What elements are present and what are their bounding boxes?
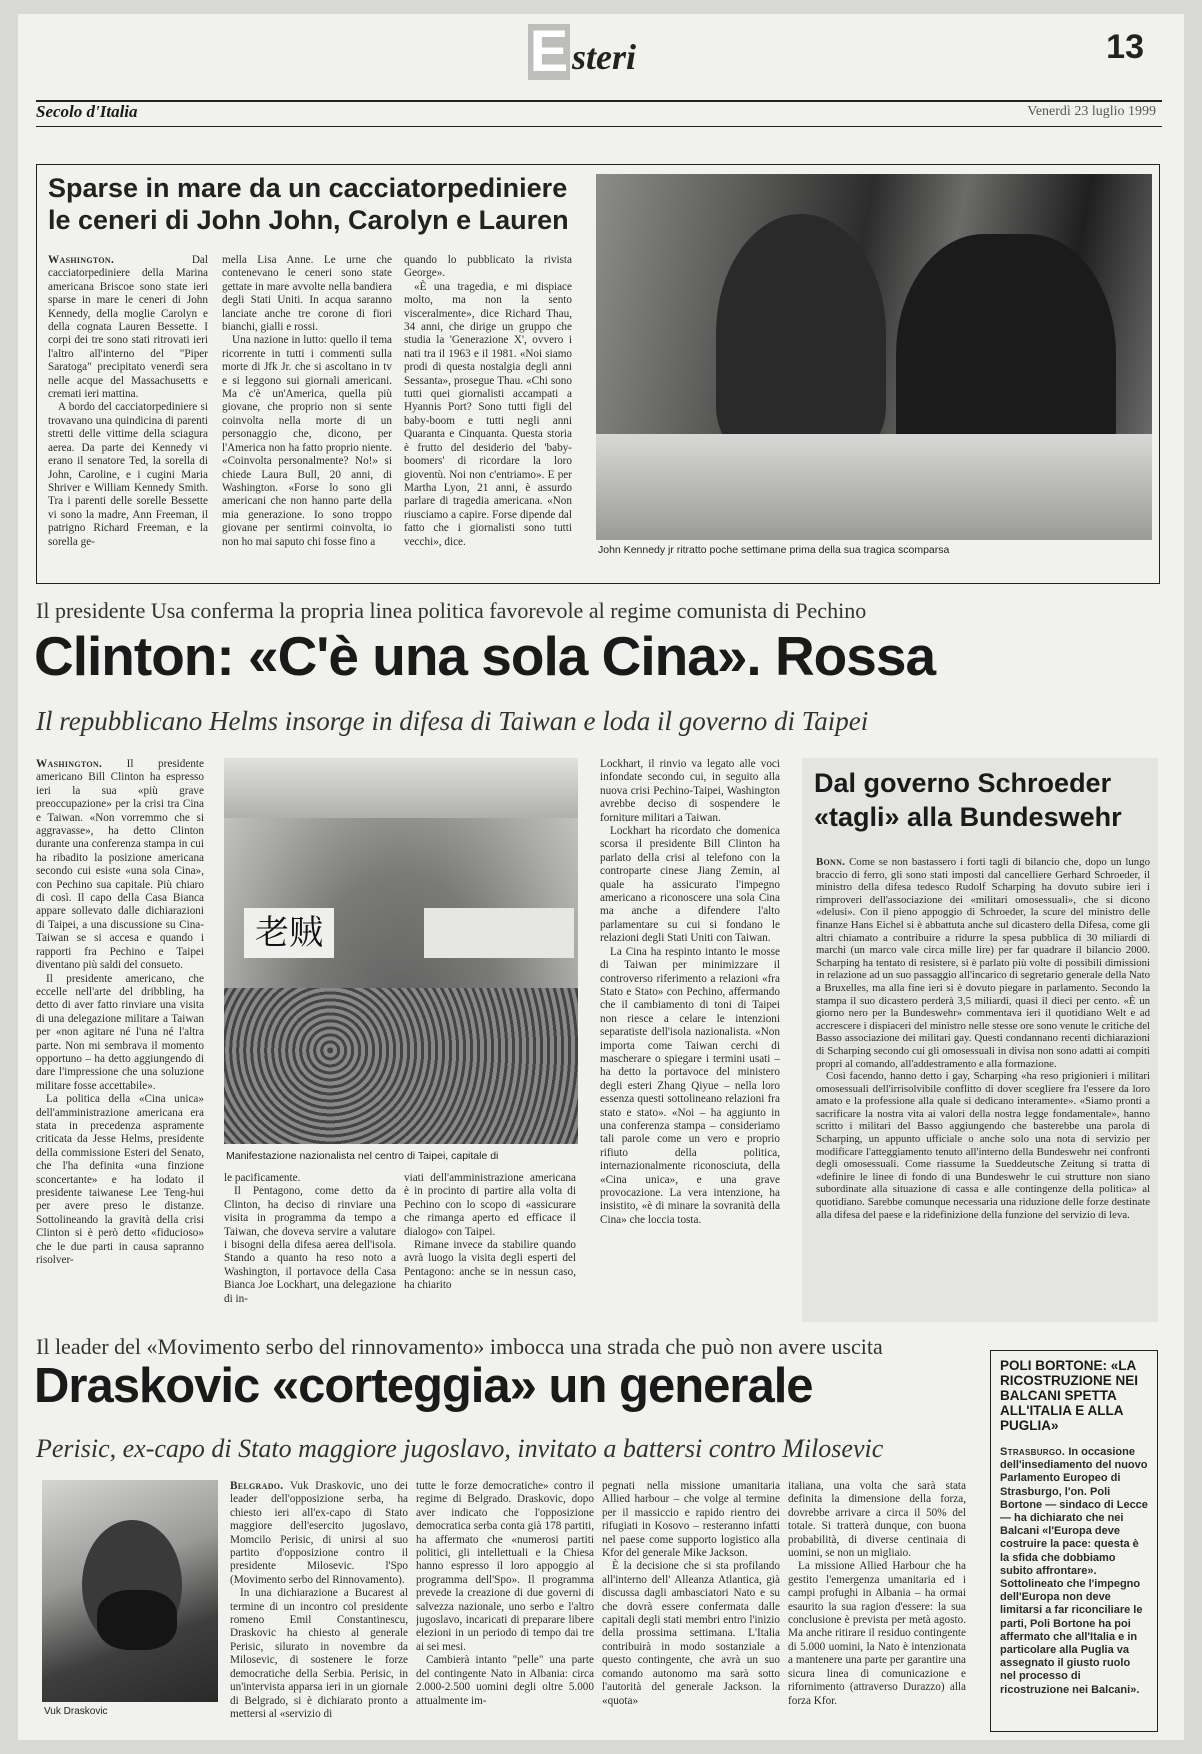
schroeder-body-text: Come se non bastassero i forti tagli di bilancio che, dopo un lungo braccio di ferro, gli sono stati imposti dal cancelliere Gerhard Schroeder, il ministro della difesa tedesco Rudolf Scharping ha dovuto subire ieri i rimproveri dell'associazione dei «militari omosessuali», che si dicono «delusi». Con il pieno appoggio di Schroeder, la scure del ministro delle finanze Hans Eichel si è abbattuta anche sul dicastero della Difesa, come gli altri chiamato a contribuire a ridurre la spesa pubblica di 30 miliardi di marchi (un marco vale circa mille lire) per far quadrare il bilancio 2000. Scharping ha tentato di resistere, si è parlato più volte di possibili dimissioni in relazione ad un suo passaggio all'incarico di segretario generale della Nato a Bruxelles, ma alla fine ieri si è dovuto piegare in parlamento. Secondo la stampa il suo dicastero perderà 3,5 miliardi, quasi il dieci per cento. «È un giorno nero per la Bundeswehr» commentava ieri il quotidiano Welt e ad accrescere i dispiaceri del ministro nelle stesse ore sono venute le critiche del Basso associazione dei militari gay. Questi condannano recenti dichiarazioni di Scharping secondo cui gli omosessuali in divisa non sono adatti ai compiti propri al comando, all'addestramento e alla formazione.: [816, 856, 1150, 1070]
schroeder-headline-line2: «tagli» alla Bundeswehr: [814, 802, 1122, 832]
draskovic-photo: [42, 1480, 218, 1702]
clinton-col1: [36, 758, 204, 1314]
draskovic-col1b: In una dichiarazione a Bucarest al termine di un incontro col presidente romeno Emil Constantinescu, Draskovic ha chiesto al generale Perisic, silurato in novembre da Milosevic, di sostenere le forze democratiche della Serbia. Perisic, in un'intervista apparsa ieri in un giornale di Belgrado, si è dichiarato pronto a mettersi al «servizio di: [230, 1587, 408, 1720]
clinton-col3: [404, 1172, 576, 1322]
draskovic-subhead: Perisic, ex-capo di Stato maggiore jugoslavo, invitato a battersi contro Milosevic: [36, 1434, 884, 1463]
schroeder-body: [816, 856, 1150, 1316]
kennedy-col3-text: quando lo pubblicato la rivista George».: [404, 254, 572, 280]
kennedy-photo: [596, 174, 1152, 540]
header-rule: [36, 100, 1162, 102]
draskovic-caption: Vuk Draskovic: [44, 1706, 108, 1717]
clinton-col4c: La Cina ha respinto intanto le mosse di Taiwan per minimizzare il controverso riferimento a relazioni «fra Stato e Stato» con Pechino, affermando che il cambiamento di toni di Taipei non riesce a celare le intenzioni separatiste dell'isola nazionalista. «Non importa come Taiwan cerchi di mascherare o spiegare i termini usati – ha detto la portavoce del ministero degli esteri Zhang Qiyue – nella loro essenza questi sottolineano relazioni fra stato e stato». «Noi – ha aggiunto in una conferenza stampa – consideriamo tali parole come un vero e proprio rifiuto della politica, internazionalmente riconosciuta, della «Cina unica», e una grave provocazione. La vera intenzione, ha insistito, «è di minare la sovranità della Cina» che loccia tosta.: [600, 945, 780, 1226]
draskovic-col4: [788, 1480, 966, 1730]
protest-banner: [244, 908, 334, 958]
draskovic-col2b: Cambierà intanto "pelle" una parte del contingente Nato in Albania: circa 2.000-2.500 uomini degli oltre 5.000 attualmente im-: [416, 1654, 594, 1707]
draskovic-col1: [230, 1480, 408, 1730]
kennedy-col2b: Una nazione in lutto: quello il tema ricorrente in tutti i commenti sulla morte di Jfk Jr. che si ascoltano in tv e si leggono sui giornali americani. Ma c'è un'America, quella più giovane, che proprio non si sente coinvolta nella morte di un personaggio che, dicono, per l'America non ha fatto proprio niente. «Coinvolta personalmente? No!» si chiede Laura Bull, 20 anni, di Washington. «Forse lo sono gli americani che non hanno parte della mia generazione. Io sono troppo giovane per sentirmi coinvolta, io non ho mai saputo chi fosse fino a: [222, 334, 392, 548]
draskovic-col1-text: Vuk Draskovic, uno dei leader dell'opposizione serba, ha chiesto ieri all'ex-capo di Stato maggiore dell'esercito jugoslavo, Momcilo Perisic, di unirsi al suo partito d'opposizione contro il presidente Milosevic. l'Spo (Movimento serbo del Rinnovamento).: [230, 1480, 408, 1586]
newspaper-page: [18, 14, 1184, 1740]
section-name: steri: [572, 37, 637, 77]
bortone-body: [1000, 1446, 1148, 1722]
draskovic-col2-text: tutte le forze democratiche» contro il regime di Belgrado. Draskovic, dopo aver indicato che l'opposizione democratica serba conta già 178 partiti, ha affermato che «numerosi partiti politici, gli intellettuali e la Chiesa hanno espresso il loro appoggio al programma dell'Spo». Il programma prevede la creazione di due governi di salvezza nazionale, uno serbo e l'altro jugoslavo, incaricati di preparare libere elezioni in un periodo di tempo dai tre ai sei mesi.: [416, 1480, 594, 1653]
page-number: 13: [1106, 28, 1144, 66]
kennedy-col2-text: mella Lisa Anne. Le urne che contenevano le ceneri sono state gettate in mare avvolte nella bandiera degli Stati Uniti. In acqua saranno lanciate anche tre corone di fiori bianchi, gialli e rossi.: [222, 254, 392, 334]
clinton-col4b: Lockhart ha ricordato che domenica scorsa il presidente Bill Clinton ha parlato della crisi al telefono con la controparte cinese Jiang Zemin, al quale ha assicurato l'impegno americano a riconoscere una sola Cina ma anche a difendere l'alto parlamentare su cui si fondano le relazioni degli Stati Uniti con Taiwan.: [600, 825, 780, 945]
draskovic-col4b: La missione Allied Harbour che ha gestito l'emergenza umanitaria ed i campi profughi in Albania – ha ormai esaurito la sua ragion d'essere: la sua conclusione è prevista per metà agosto. Ma anche ritirare il residuo contingente di 5.000 uomini, la Nato è intenzionata a mantenere una parte per garantire una sicura linea di comunicazione e rifornimento (attraverso Durazzo) alla forza Kfor.: [788, 1560, 966, 1707]
kennedy-col1-text: Dal cacciatorpediniere della Marina americana Briscoe sono state ieri sparse in mare le ceneri di John Kennedy, della moglie Carolyn e della cognata Lauren Bessette. I corpi dei tre sono stati ritrovati ieri l'altro all'interno del "Piper Saratoga" precipitato venerdì sera nelle acque del Massachusetts e cremati ieri mattina.: [48, 254, 208, 401]
clinton-col1b: Il presidente americano, che eccelle nell'arte del dribbling, ha detto di aver fatto rinviare una visita di una delegazione militare a Taiwan per «non agitare né l'una né l'altra parte. Non mi sembrava il momento opportuno – ha detto aggiungendo di dare l'impressione che una soluzione militare fosse accettabile».: [36, 972, 204, 1092]
draskovic-kicker: Il leader del «Movimento serbo del rinnovamento» imbocca una strada che può non avere uscita: [36, 1334, 883, 1359]
kennedy-headline-line1: Sparse in mare da un cacciatorpediniere: [48, 173, 568, 203]
clinton-subhead: Il repubblicano Helms insorge in difesa di Taiwan e loda il governo di Taipei: [36, 706, 869, 736]
clinton-headline: Clinton: «C'è una sola Cina». Rossa: [34, 625, 936, 687]
issue-date: Venerdì 23 luglio 1999: [1027, 104, 1156, 119]
clinton-col3-text: viati dell'amministrazione americana è in procinto di partire alla volta di Pechino con lo scopo di «assicurare che rimanga aperto ed efficace il dialogo» con Taipei.: [404, 1172, 576, 1238]
schroeder-body2: Così facendo, hanno detto i gay, Scharping «ha reso prigionieri i militari omosessuali dell'irrisolvibile conflitto di dover scegliere fra l'essere da loro amato e la professione alla quale si dedicano interamente». «Siamo pronti a sacrificare la nostra vita ai valori della nostra legge fondamentale», hanno scritto i militari del Basso aggiungendo che basterebbe una parola di Scharping, un appunto ufficiale o anche solo una nota di servizio per modificare l'atteggiamento tenuto all'interno della Bundeswehr nei confronti degli omosessuali. Come riassume la Sueddeutsche Zeitung si tratta di «definire le linee di fondo di una Bundeswehr le cui strutture non siano subordinate alla situazione di cassa e alle contingenze della politica» al quotidiano. Sarebbe comunque necessaria una riduzione delle forze destinate alla difesa del paese e la ridefinizione della funzione del servizio di leva.: [816, 1070, 1150, 1221]
masthead: Secolo d'Italia: [36, 102, 138, 121]
clinton-col2b: Il Pentagono, come detto da Clinton, ha deciso di rinviare una visita in programma da tempo a Taiwan, che doveva servire a valutare i bisogni della difesa aerea dell'isola. Stando a quanto ha reso noto a Washington, il portavoce della Casa Bianca Joe Lockhart, una delegazione di in-: [224, 1185, 396, 1305]
schroeder-headline: [814, 766, 1154, 834]
schroeder-headline-line1: Dal governo Schroeder: [814, 768, 1112, 798]
kennedy-col1: [48, 254, 208, 574]
clinton-col4: [600, 758, 780, 1322]
clinton-col2: [224, 1172, 396, 1322]
draskovic-col3-text: pegnati nella missione umanitaria Allied harbour – che volge al termine per il massiccio e rapido rientro dei rifugiati in Kosovo – resteranno infatti nel paese come supporto logistico alla Kfor del generale Mike Jackson.: [602, 1480, 780, 1560]
clinton-col1c: La politica della «Cina unica» dell'amministrazione americana era stata in precedenza aspramente criticata da Jesse Helms, presidente della commissione Esteri del Senato, che l'ha definita «una finzione sconcertante» e ha lodato il presidente taiwanese Lee Teng-hui per avere preso le distanze. Sottolineando la gravità della crisi Clinton si è però detto «fiducioso» che le due parti in causa sapranno risolver-: [36, 1093, 204, 1267]
kennedy-headline: [48, 172, 588, 236]
kennedy-col1b: A bordo del cacciatorpediniere si trovavano una quindicina di parenti stretti delle vittime della sciagura aerea. Da parte dei Kennedy vi erano il senatore Ted, la sorella di John, Caroline, e i cugini Maria Shriver e William Kennedy Smith. Tra i parenti delle sorelle Bessette vi sono la madre, Ann Freeman, il patrigno Richard Freeman, e la sorella ge-: [48, 401, 208, 548]
taipei-photo: [224, 758, 578, 1144]
kennedy-col3: [404, 254, 572, 574]
kennedy-col2: [222, 254, 392, 574]
kennedy-dateline: Washington.: [48, 254, 115, 266]
draskovic-col3: [602, 1480, 780, 1730]
protest-banner-text: 老贼: [255, 913, 323, 953]
schroeder-dateline: Bonn.: [816, 856, 846, 868]
section-logo: [528, 19, 708, 84]
kennedy-col3b: «È una tragedia, e mi dispiace molto, ma non la sento visceralmente», dice Richard Thau, 34 anni, che dirige un gruppo che studia la 'Generazione X', ovvero i nati tra il 1963 e il 1981. «Noi siamo prodi di questa nostalgia degli anni Sessanta», prosegue Thau. «Chi sono tutti quei giornalisti accampati a Hyannis Port? Sono tutti figli del baby-boom e tutti negli anni Quaranta e Cinquanta. Questa storia è frutto del desiderio del 'baby-boomers' di ricordare la loro gioventù. Noi non c'entriamo». E per Martha Lyon, 21 anni, è assurdo parlare di tragedia americana. «Non riusciamo a capire. Forse dipende dal fatto che i giornalisti sono tutti vecchi», dice.: [404, 280, 572, 548]
header-rule-2: [36, 126, 1162, 127]
draskovic-dateline: Belgrado.: [230, 1480, 284, 1492]
bortone-body-text: In occasione dell'insediamento del nuovo Parlamento Europeo di Strasburgo, l'on. Poli Bortone — sindaco di Lecce — ha dichiarato che nei Balcani «l'Europa deve costruire la pace: questa è la sfida che dobbiamo subito affrontare». Sottolineato che l'impegno dell'Europa non deve limitarsi a far riconciliare le parti, Poli Bortone ha poi affermato che all'Italia e in particolare alla Puglia va assegnato il giusto ruolo nel processo di ricostruzione nei Balcani».: [1000, 1446, 1148, 1696]
draskovic-col2: [416, 1480, 594, 1730]
draskovic-headline: Draskovic «corteggia» un generale: [34, 1359, 813, 1413]
clinton-col3b: Rimane invece da stabilire quando avrà luogo la visita degli esperti del Pentagono: anche se in nessun caso, ha chiarito: [404, 1239, 576, 1292]
draskovic-col4-text: italiana, una volta che sarà stata definita la dimensione della forza, dovrebbe arrivare a circa il 50% del totale. Si tratterà dunque, con buona probabilità, di diverse centinaia di uomini, se non un migliaio.: [788, 1480, 966, 1560]
clinton-col1-text: Il presidente americano Bill Clinton ha espresso ieri la sua «più grave preoccupazione» per la crisi tra Cina e Taiwan. «Non vorremmo che si aggravasse», ha detto Clinton durante una conferenza stampa in cui ha ribadito la posizione americana secondo cui esiste «una sola Cina», con Pechino sua capitale. Più chiaro di così. Il capo della Casa Bianca appare sollevato dalle dichiarazioni di Taipei, a una discussione su Cina-Taiwan se si accesa e quando i rapporti fra Pechino e Taipei diventano più saldi del consueto.: [36, 758, 204, 972]
bortone-dateline: Strasburgo.: [1000, 1446, 1066, 1458]
clinton-col2-text: le pacificamente.: [224, 1172, 301, 1184]
taipei-caption: Manifestazione nazionalista nel centro di Taipei, capitale di: [226, 1150, 499, 1162]
section-initial: E: [529, 19, 569, 84]
clinton-kicker: Il presidente Usa conferma la propria linea politica favorevole al regime comunista di Pechino: [36, 598, 867, 623]
bortone-title: POLI BORTONE: «LA RICOSTRUZIONE NEI BALCANI SPETTA ALL'ITALIA E ALLA PUGLIA»: [1000, 1358, 1139, 1433]
clinton-col4-text: Lockhart, il rinvio va legato alle voci infondate secondo cui, in seguito alla nuova crisi Pechino-Taipei, Washington avrebbe deciso di sospendere le forniture militari a Taiwan.: [600, 758, 780, 824]
kennedy-caption: John Kennedy jr ritratto poche settimane prima della sua tragica scomparsa: [598, 544, 950, 556]
clinton-dateline: Washington.: [36, 758, 103, 770]
draskovic-col3b: È la decisione che si sta profilando all'interno dell' Alleanza Atlantica, già discussa dagli ambasciatori Nato e su che dovrà essere confermata dalle capitali degli stati membri entro l'inizio della prossima settimana. L'Italia contribuirà in modo sostanziale a questo contingente, che avrà un suo comando autonomo ma sarà sotto l'autorità del generale Jackson. la «quota»: [602, 1560, 780, 1707]
kennedy-headline-line2: le ceneri di John John, Carolyn e Lauren: [48, 205, 569, 235]
